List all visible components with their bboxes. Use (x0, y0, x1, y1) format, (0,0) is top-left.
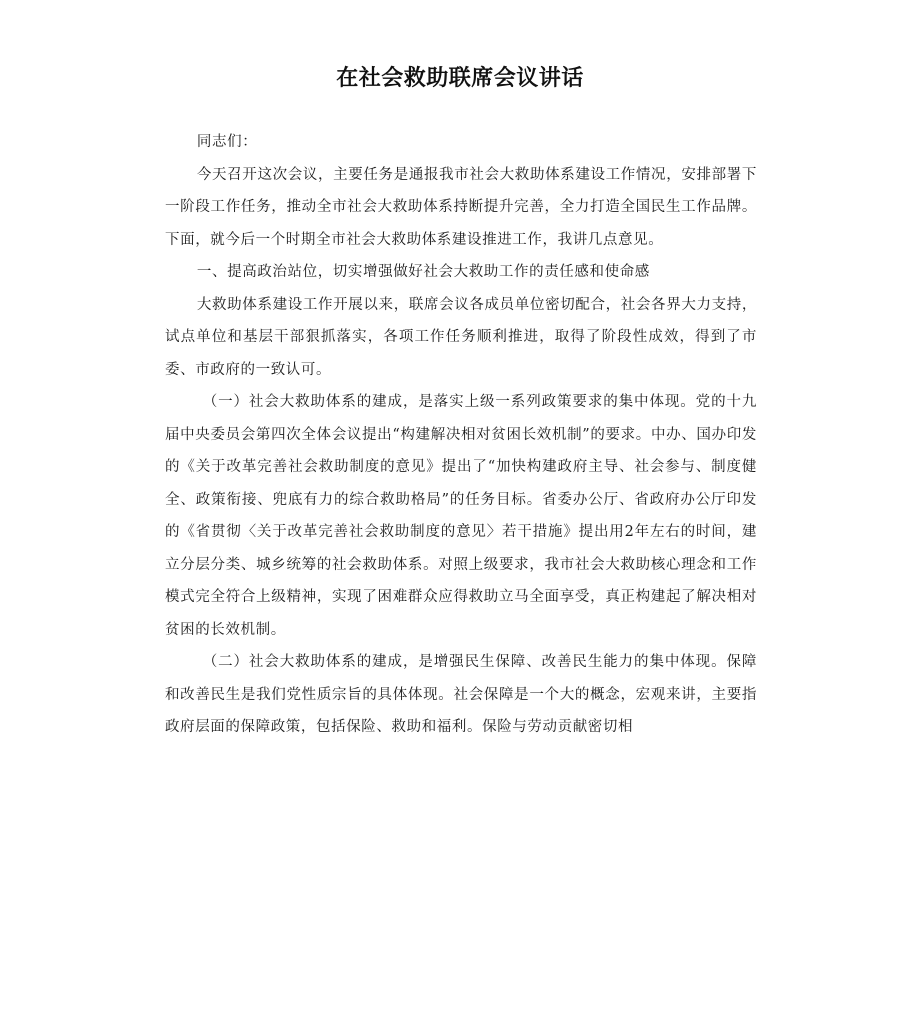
salutation-paragraph: 同志们： (196, 134, 258, 150)
subsection-paragraph-1: （一）社会大救助体系的建成，是落实上级一系列政策要求的集中体现。党的十九届中央委员会第四次全体会议提出“构建解决相对贫困长效机制”的要求。中办、国办印发的《关于改革完善社会救助制度的意见》提出了“加快构建政府主导、社会参与、制度健全、政策衔接、兜底有力的综合救助格局”的任务目标。省委办公厅、省政府办公厅印发的《省贯彻〈关于改革完善社会救助制度的意见〉若干措施》提出用2年左右的时间，建立分层分类、城乡统筹的社会救助体系。对照上级要求，我市社会大救助核心理念和工作模式完全符合上级精神，实现了困难群众应得救助立马全面享受，真正构建起了解决相对贫困的长效机制。 (165, 394, 757, 638)
subsection-paragraph-2: （二）社会大救助体系的建成，是增强民生保障、改善民生能力的集中体现。保障和改善民生是我们党性质宗旨的具体体现。社会保障是一个大的概念，宏观来讲，主要指政府层面的保障政策，包括保险、救助和福利。保险与劳动贡献密切相 (165, 654, 757, 735)
document-title: 在社会救助联席会议讲话 (336, 66, 584, 91)
intro-paragraph: 今天召开这次会议，主要任务是通报我市社会大救助体系建设工作情况，安排部署下一阶段工作任务，推动全市社会大救助体系持断提升完善，全力打造全国民生工作品牌。下面，就今后一个时期全市社会大救助体系建设推进工作，我讲几点意见。 (165, 166, 757, 248)
document-body (165, 126, 757, 744)
section-heading-1: 一、提高政治站位，切实增强做好社会大救助工作的责任感和使命感 (196, 264, 650, 280)
body-paragraph: 大救助体系建设工作开展以来，联席会议各成员单位密切配合，社会各界大力支持，试点单位和基层干部狠抓落实，各项工作任务顺利推进，取得了阶段性成效，得到了市委、市政府的一致认可。 (165, 296, 757, 378)
